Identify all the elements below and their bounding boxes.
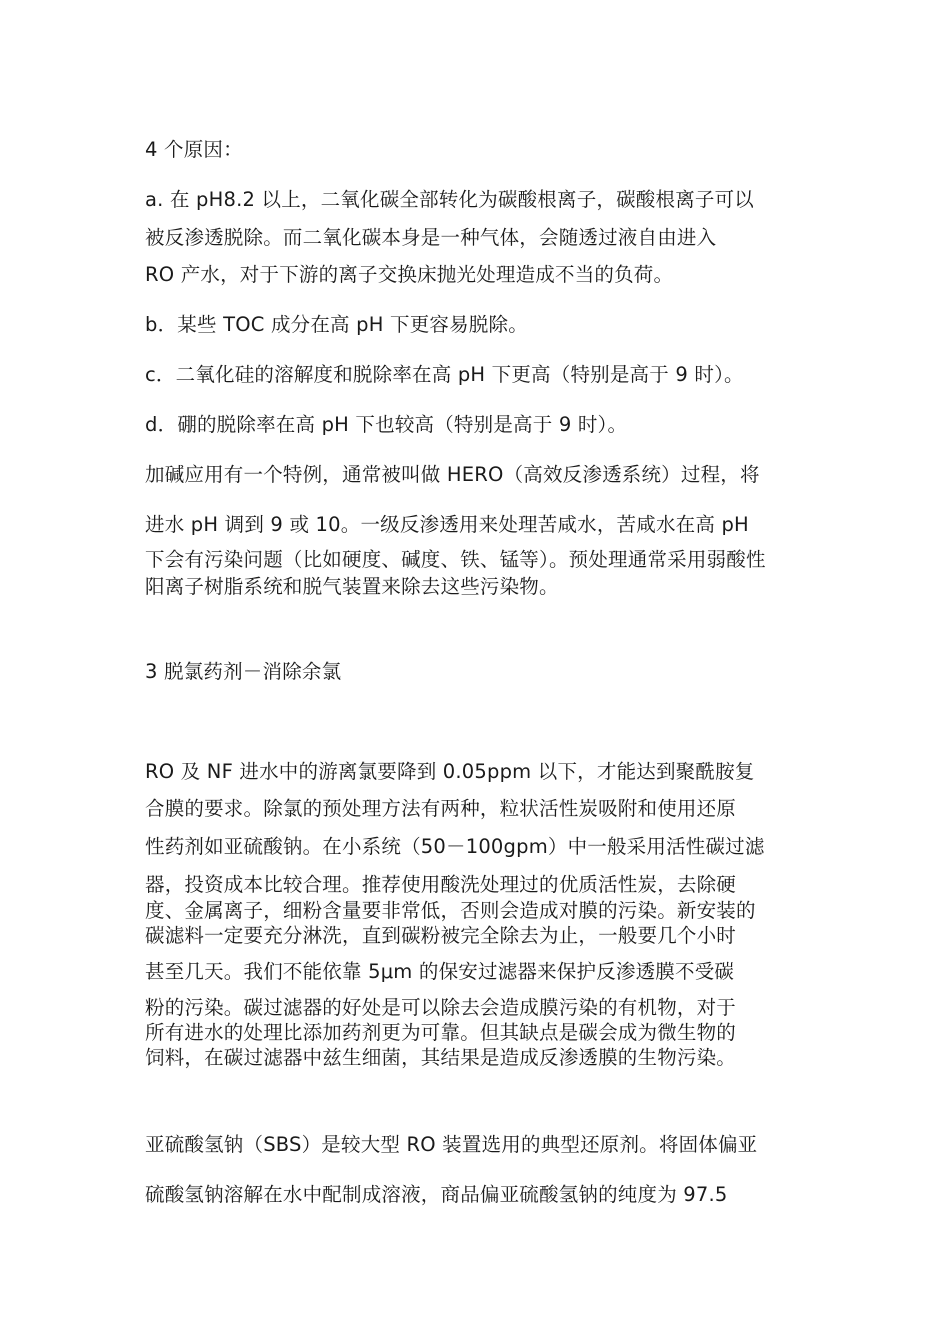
text-line-a-1: a. 在 pH8.2 以上，二氧化碳全部转化为碳酸根离子，碳酸根离子可以 — [145, 188, 754, 211]
text-line-chlorine-7: 甚至几天。我们不能依靠 5μm 的保安过滤器来保护反渗透膜不受碳 — [145, 960, 735, 983]
text-line-chlorine-8: 粉的污染。碳过滤器的好处是可以除去会造成膜污染的有机物，对于 — [145, 996, 737, 1019]
text-line-sbs-2: 硫酸氢钠溶解在水中配制成溶液，商品偏亚硫酸氢钠的纯度为 97.5 — [145, 1183, 728, 1206]
text-line-hero-4: 阳离子树脂系统和脱气装置来除去这些污染物。 — [145, 575, 559, 598]
text-line-b: b．某些 TOC 成分在高 pH 下更容易脱除。 — [145, 313, 528, 336]
section-heading-dechlorination: 3 脱氯药剂－消除余氯 — [145, 660, 342, 683]
text-line-chlorine-10: 饲料，在碳过滤器中兹生细菌，其结果是造成反渗透膜的生物污染。 — [145, 1046, 737, 1069]
text-line-chlorine-6: 碳滤料一定要充分淋洗，直到碳粉被完全除去为止，一般要几个小时 — [145, 924, 737, 947]
text-line-c: c．二氧化硅的溶解度和脱除率在高 pH 下更高（特别是高于 9 时）。 — [145, 363, 744, 386]
text-line-hero-1: 加碱应用有一个特例，通常被叫做 HERO（高效反渗透系统）过程，将 — [145, 463, 760, 486]
text-line-a-2: 被反渗透脱除。而二氧化碳本身是一种气体，会随透过液自由进入 — [145, 226, 717, 249]
text-line-hero-2: 进水 pH 调到 9 或 10。一级反渗透用来处理苦咸水，苦咸水在高 pH — [145, 513, 749, 536]
text-line-chlorine-5: 度、金属离子，细粉含量要非常低，否则会造成对膜的污染。新安装的 — [145, 899, 756, 922]
text-line-chlorine-2: 合膜的要求。除氯的预处理方法有两种，粒状活性炭吸附和使用还原 — [145, 797, 737, 820]
text-line-chlorine-3: 性药剂如亚硫酸钠。在小系统（50－100gpm）中一般采用活性碳过滤 — [145, 835, 765, 858]
text-line-d: d．硼的脱除率在高 pH 下也较高（特别是高于 9 时）。 — [145, 413, 628, 436]
text-line-a-3: RO 产水，对于下游的离子交换床抛光处理造成不当的负荷。 — [145, 263, 674, 286]
text-line-hero-3: 下会有污染问题（比如硬度、碱度、铁、锰等）。预处理通常采用弱酸性 — [145, 548, 766, 571]
text-line-chlorine-4: 器，投资成本比较合理。推荐使用酸洗处理过的优质活性炭，去除硬 — [145, 873, 737, 896]
text-line-chlorine-9: 所有进水的处理比添加药剂更为可靠。但其缺点是碳会成为微生物的 — [145, 1021, 737, 1044]
text-line-sbs-1: 亚硫酸氢钠（SBS）是较大型 RO 装置选用的典型还原剂。将固体偏亚 — [145, 1133, 758, 1156]
text-line-reasons-heading: 4 个原因： — [145, 138, 243, 161]
text-line-chlorine-1: RO 及 NF 进水中的游离氯要降到 0.05ppm 以下，才能达到聚酰胺复 — [145, 760, 755, 783]
